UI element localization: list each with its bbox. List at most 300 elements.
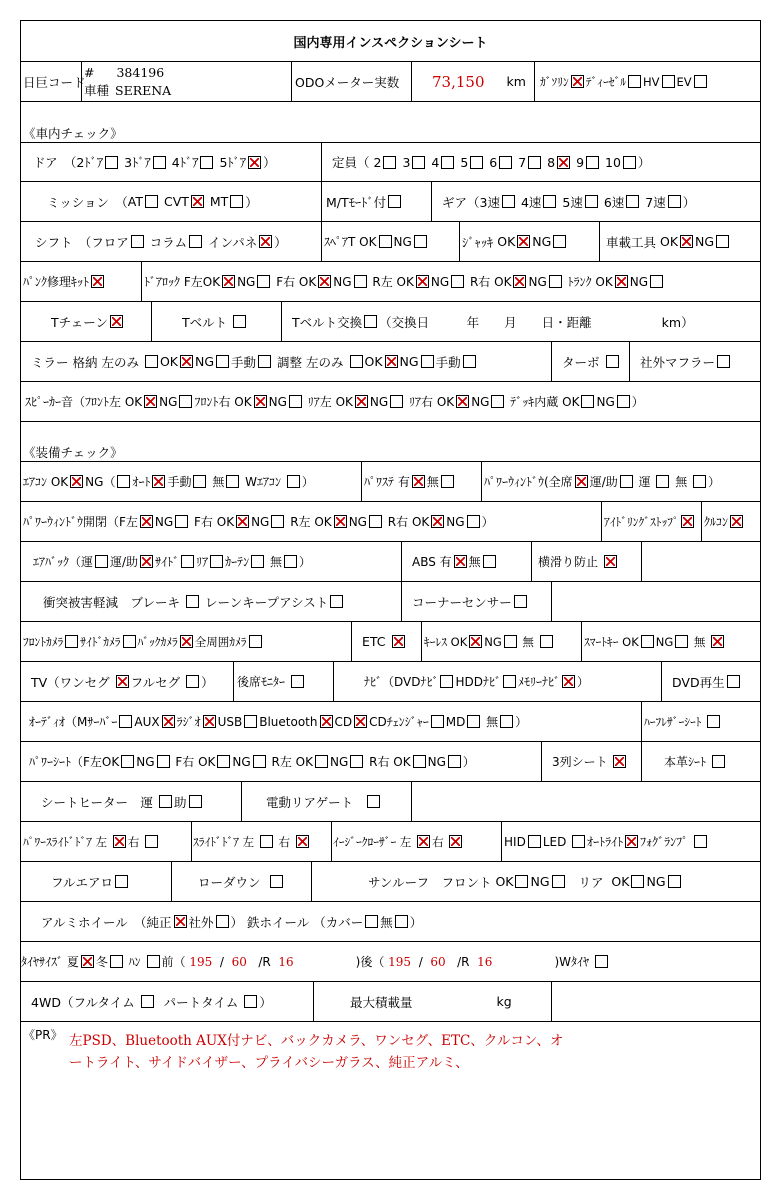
lowdown-checkbox[interactable] bbox=[270, 875, 283, 888]
front-cam-checkbox[interactable] bbox=[65, 635, 78, 648]
idling-stop-checkbox[interactable] bbox=[681, 515, 694, 528]
shift-panel-checkbox[interactable] bbox=[259, 235, 272, 248]
power-seat-rr-ng: NG bbox=[427, 754, 446, 769]
airbag-drv-pass-checkbox[interactable] bbox=[140, 555, 153, 568]
muffler-checkbox[interactable] bbox=[717, 355, 730, 368]
tbelt-change-km: km） bbox=[661, 314, 694, 330]
steel-wheel-cover-checkbox[interactable] bbox=[365, 915, 378, 928]
third-row-checkbox[interactable] bbox=[613, 755, 626, 768]
psd-left-checkbox[interactable] bbox=[113, 835, 126, 848]
hid-checkbox[interactable] bbox=[528, 835, 541, 848]
mirror-adjust-manual-checkbox[interactable] bbox=[463, 355, 476, 368]
tire-front-r: /R bbox=[258, 954, 271, 969]
pw-open-rl-ng-checkbox[interactable] bbox=[369, 515, 382, 528]
antiskid-checkbox[interactable] bbox=[604, 555, 617, 568]
speaker-fr-ok-checkbox[interactable] bbox=[254, 395, 267, 408]
mission-mt-checkbox[interactable] bbox=[230, 195, 243, 208]
doorlock-rl-ok: OK bbox=[396, 274, 414, 289]
capacity-5-checkbox[interactable] bbox=[470, 156, 483, 169]
tire-han-checkbox[interactable] bbox=[147, 955, 160, 968]
aircon-w-checkbox[interactable] bbox=[287, 475, 300, 488]
led-checkbox[interactable] bbox=[572, 835, 585, 848]
pw-open-fr-ng-checkbox[interactable] bbox=[271, 515, 284, 528]
easy-closer-label: ｲｰｼﾞｰｸﾛｰｻﾞｰ 左 bbox=[333, 834, 412, 849]
collision-row bbox=[21, 582, 760, 622]
airbag-label: ｴｱﾊﾞｯｸ（運 bbox=[33, 555, 94, 569]
navi-memory: ﾒﾓﾘｰﾅﾋﾞ bbox=[518, 675, 561, 689]
odo-label: ODOメーター実数 bbox=[291, 62, 411, 101]
mission-close: ） bbox=[245, 194, 258, 210]
turbo-cell bbox=[551, 342, 629, 381]
navi-close: ） bbox=[577, 675, 590, 689]
doorlock-fl-ok-checkbox[interactable] bbox=[222, 275, 235, 288]
doorlock-rr-ng: NG bbox=[528, 274, 547, 289]
power-gate-cell bbox=[241, 782, 411, 821]
rear-monitor-checkbox[interactable] bbox=[291, 675, 304, 688]
psd-right-checkbox[interactable] bbox=[145, 835, 158, 848]
mirror-adjust-ng-checkbox[interactable] bbox=[421, 355, 434, 368]
gear-4-checkbox[interactable] bbox=[543, 195, 556, 208]
power-gate-checkbox[interactable] bbox=[367, 795, 380, 808]
aircon-ok-checkbox[interactable] bbox=[70, 475, 83, 488]
muffler-label: 社外マフラー bbox=[640, 354, 716, 370]
mt-mode-checkbox[interactable] bbox=[388, 195, 401, 208]
power-steering-yes-checkbox[interactable] bbox=[412, 475, 425, 488]
corner-sensor-checkbox[interactable] bbox=[514, 595, 527, 608]
fog-checkbox[interactable] bbox=[694, 835, 707, 848]
fuel-ev-checkbox[interactable] bbox=[694, 75, 707, 88]
keyless-ng: NG bbox=[484, 634, 502, 649]
mission-cvt-checkbox[interactable] bbox=[191, 195, 204, 208]
doorlock-rl-ok-checkbox[interactable] bbox=[416, 275, 429, 288]
door-2-checkbox[interactable] bbox=[105, 156, 118, 169]
keyless-ok: OK bbox=[450, 634, 468, 649]
fuel-hv-checkbox[interactable] bbox=[662, 75, 675, 88]
dvd-checkbox[interactable] bbox=[727, 675, 740, 688]
speaker-deck: ﾃﾞｯｷ内蔵 bbox=[510, 395, 559, 409]
spare-label: ｽﾍﾟｱT bbox=[324, 235, 356, 249]
aircon-ng: NG（ bbox=[85, 475, 116, 489]
speaker-fl-ok: OK bbox=[124, 394, 143, 409]
doorlock-fr: F右 bbox=[276, 275, 296, 289]
power-seat-close: ） bbox=[462, 755, 475, 769]
navi-hdd: HDDﾅﾋﾞ bbox=[455, 675, 501, 689]
collision-checkbox[interactable] bbox=[186, 595, 199, 608]
tools-label: 車載工具 bbox=[606, 234, 657, 250]
gear-3: 3速 bbox=[479, 194, 500, 210]
capacity-cell bbox=[321, 143, 760, 181]
power-seat-rr-ok-checkbox[interactable] bbox=[413, 755, 426, 768]
capacity-9-checkbox[interactable] bbox=[586, 156, 599, 169]
power-seat-rl: R左 bbox=[271, 755, 292, 769]
speaker-rl-ok-checkbox[interactable] bbox=[355, 395, 368, 408]
front-cam-label: ﾌﾛﾝﾄｶﾒﾗ bbox=[23, 634, 64, 649]
capacity-7: 7 bbox=[518, 154, 527, 170]
pw-open-rl: R左 bbox=[290, 515, 311, 529]
mirror-left-only-checkbox[interactable] bbox=[145, 355, 158, 368]
leather-checkbox[interactable] bbox=[712, 755, 725, 768]
mirror-ok-checkbox[interactable] bbox=[180, 355, 193, 368]
gear-6-checkbox[interactable] bbox=[626, 195, 639, 208]
audio-md-checkbox[interactable] bbox=[467, 715, 480, 728]
max-load-cell bbox=[313, 982, 551, 1021]
power-seat-rl-ng-checkbox[interactable] bbox=[350, 755, 363, 768]
door-3-checkbox[interactable] bbox=[153, 156, 166, 169]
fuel-gasoline-checkbox[interactable] bbox=[571, 75, 584, 88]
capacity-7-checkbox[interactable] bbox=[528, 156, 541, 169]
spare-ok-checkbox[interactable] bbox=[379, 235, 392, 248]
tools-ok: OK bbox=[660, 234, 679, 249]
gear-4: 4速 bbox=[520, 194, 542, 210]
speaker-deck-ok-checkbox[interactable] bbox=[581, 395, 594, 408]
puncture-cell bbox=[23, 262, 141, 301]
tools-ng: NG bbox=[695, 234, 715, 249]
tire-w-checkbox[interactable] bbox=[595, 955, 608, 968]
tchain-checkbox[interactable] bbox=[110, 315, 123, 328]
sunroof-cell bbox=[311, 862, 760, 901]
keyless-ok-checkbox[interactable] bbox=[469, 635, 482, 648]
tchain-label: Tチェーン bbox=[51, 314, 109, 330]
power-steering-label: ﾊﾟﾜｽﾃ 有 bbox=[364, 475, 410, 489]
power-seat-fr-ok-checkbox[interactable] bbox=[217, 755, 230, 768]
seat-heater-cell bbox=[41, 782, 241, 821]
power-window-drv-checkbox[interactable] bbox=[656, 475, 669, 488]
gear-cell bbox=[431, 182, 760, 221]
mirror-ng-checkbox[interactable] bbox=[216, 355, 229, 368]
doorlock-fl-ok: OK bbox=[202, 274, 221, 289]
half-leather-checkbox[interactable] bbox=[707, 715, 720, 728]
lane-keep-checkbox[interactable] bbox=[330, 595, 343, 608]
capacity-10-checkbox[interactable] bbox=[623, 156, 636, 169]
easy-closer-right-checkbox[interactable] bbox=[449, 835, 462, 848]
audio-mserver-checkbox[interactable] bbox=[119, 715, 132, 728]
doorlock-trunk-ng-checkbox[interactable] bbox=[650, 275, 663, 288]
door-5-checkbox[interactable] bbox=[248, 156, 261, 169]
wheel-close: ） bbox=[230, 914, 244, 930]
sd-right-checkbox[interactable] bbox=[296, 835, 309, 848]
equipment-section-title: 《装備チェック》 bbox=[23, 445, 123, 460]
around-cam-label: 全周囲ｶﾒﾗ bbox=[194, 634, 247, 649]
power-seat-fr-ng-checkbox[interactable] bbox=[253, 755, 266, 768]
audio-radio-checkbox[interactable] bbox=[203, 715, 216, 728]
power-seat-rr-ng-checkbox[interactable] bbox=[448, 755, 461, 768]
power-seat-rl-ng: NG bbox=[330, 754, 349, 769]
mirror-adjust-ok-checkbox[interactable] bbox=[385, 355, 398, 368]
jack-ng-checkbox[interactable] bbox=[553, 235, 566, 248]
capacity-3-checkbox[interactable] bbox=[412, 156, 425, 169]
puncture-checkbox[interactable] bbox=[91, 275, 104, 288]
gear-3-checkbox[interactable] bbox=[502, 195, 515, 208]
puncture-label: ﾊﾟﾝｸ修理ｷｯﾄ bbox=[23, 275, 90, 289]
abs-none: 無 bbox=[468, 555, 481, 569]
empty-cell bbox=[641, 542, 760, 581]
tire-front-label: 前（ bbox=[161, 955, 186, 969]
wheel-oem-checkbox[interactable] bbox=[174, 915, 187, 928]
doorlock-fr-ok-checkbox[interactable] bbox=[318, 275, 331, 288]
full-aero-checkbox[interactable] bbox=[115, 875, 128, 888]
airbag-curtain-checkbox[interactable] bbox=[251, 555, 264, 568]
gear-7-checkbox[interactable] bbox=[668, 195, 681, 208]
pr-line-1: 左PSD、Bluetooth AUX付ナビ、バックカメラ、ワンセグ、ETC、クルコン、オ bbox=[69, 1033, 564, 1049]
power-seat-rl-ok-checkbox[interactable] bbox=[315, 755, 328, 768]
capacity-8-checkbox[interactable] bbox=[557, 156, 570, 169]
tbelt-change-cell bbox=[281, 302, 760, 341]
power-seat-fl-ng-checkbox[interactable] bbox=[157, 755, 170, 768]
sunroof-front-ng-checkbox[interactable] bbox=[552, 875, 565, 888]
turbo-checkbox[interactable] bbox=[606, 355, 619, 368]
seat-heater-drv-checkbox[interactable] bbox=[159, 795, 172, 808]
pw-open-fl-ok-checkbox[interactable] bbox=[140, 515, 153, 528]
mirror-manual: 手動 bbox=[231, 354, 257, 370]
pw-open-fl-ng-checkbox[interactable] bbox=[175, 515, 188, 528]
tire-summer-checkbox[interactable] bbox=[81, 955, 94, 968]
audio-changer-checkbox[interactable] bbox=[431, 715, 444, 728]
power-window-none-checkbox[interactable] bbox=[693, 475, 706, 488]
fwd-part: パートタイム bbox=[163, 994, 239, 1010]
empty-cell bbox=[551, 982, 760, 1021]
doorlock-fl-ng-checkbox[interactable] bbox=[257, 275, 270, 288]
pw-open-rr-ok-checkbox[interactable] bbox=[431, 515, 444, 528]
audio-cd-checkbox[interactable] bbox=[354, 715, 367, 728]
power-steering-none: 無 bbox=[426, 475, 439, 489]
sd-label: ｽﾗｲﾄﾞﾄﾞｱ 左 bbox=[193, 834, 255, 849]
navi-dvd-checkbox[interactable] bbox=[440, 675, 453, 688]
speaker-rl-ok: OK bbox=[335, 394, 353, 409]
door-cell bbox=[33, 143, 276, 181]
gear-5-checkbox[interactable] bbox=[585, 195, 598, 208]
navi-memory-checkbox[interactable] bbox=[562, 675, 575, 688]
smartkey-ng-checkbox[interactable] bbox=[675, 635, 688, 648]
tv-oneseg-checkbox[interactable] bbox=[116, 675, 129, 688]
inspection-sheet bbox=[20, 20, 761, 1180]
speaker-fr-ng: NG bbox=[268, 394, 287, 409]
door-5-label: 5ﾄﾞｱ bbox=[219, 155, 247, 170]
speaker-rr-ng: NG bbox=[471, 394, 490, 409]
power-window-drv-pass-checkbox[interactable] bbox=[620, 475, 633, 488]
auto-light-checkbox[interactable] bbox=[625, 835, 638, 848]
speaker-row bbox=[21, 382, 760, 422]
power-window-all-checkbox[interactable] bbox=[575, 475, 588, 488]
sd-left-checkbox[interactable] bbox=[260, 835, 273, 848]
power-seat-fl-ok-checkbox[interactable] bbox=[121, 755, 134, 768]
power-seat-fr: F右 bbox=[175, 755, 195, 769]
collision-cell bbox=[43, 582, 403, 621]
speaker-fl-ng-checkbox[interactable] bbox=[179, 395, 192, 408]
side-cam-checkbox[interactable] bbox=[123, 635, 136, 648]
doorlock-fr-ok: OK bbox=[298, 274, 317, 289]
keyless-none-checkbox[interactable] bbox=[540, 635, 553, 648]
smartkey-none-checkbox[interactable] bbox=[711, 635, 724, 648]
mission-at-checkbox[interactable] bbox=[145, 195, 158, 208]
tire-rear-slash: / bbox=[418, 954, 423, 969]
pw-open-fl-ng: NG bbox=[154, 514, 174, 529]
fwd-part-checkbox[interactable] bbox=[244, 995, 257, 1008]
sunroof-rear-ok-checkbox[interactable] bbox=[631, 875, 644, 888]
abs-none-checkbox[interactable] bbox=[483, 555, 496, 568]
airbag-none-checkbox[interactable] bbox=[284, 555, 297, 568]
capacity-6-checkbox[interactable] bbox=[499, 156, 512, 169]
wheel-aftermarket-checkbox[interactable] bbox=[216, 915, 229, 928]
sunroof-rear-ng-checkbox[interactable] bbox=[668, 875, 681, 888]
speaker-fl-ok-checkbox[interactable] bbox=[144, 395, 157, 408]
easy-closer-left-checkbox[interactable] bbox=[417, 835, 430, 848]
abs-label: ABS 有 bbox=[412, 555, 452, 569]
airbag-drv-pass: 運/助 bbox=[110, 555, 139, 569]
audio-bt-checkbox[interactable] bbox=[320, 715, 333, 728]
gear-7: 7速 bbox=[645, 194, 666, 210]
fwd-fulltime-checkbox[interactable] bbox=[141, 995, 154, 1008]
mirror-ok: OK bbox=[159, 354, 178, 369]
mirror-adjust-ok: OK bbox=[364, 354, 383, 369]
pr-line-2: ートライト、サイドバイザー、プライバシーガラス、純正アルミ、 bbox=[69, 1055, 469, 1071]
dvd-cell bbox=[661, 662, 760, 701]
doorlock-fl-ng: NG bbox=[237, 274, 256, 289]
psd-right: 右 bbox=[127, 834, 140, 849]
tools-ng-checkbox[interactable] bbox=[716, 235, 729, 248]
keyless-ng-checkbox[interactable] bbox=[504, 635, 517, 648]
pw-open-fr: F右 bbox=[194, 515, 213, 529]
pw-open-fr-ng: NG bbox=[251, 514, 270, 529]
mission-cell bbox=[47, 182, 258, 221]
capacity-9: 9 bbox=[576, 154, 585, 170]
door-4-checkbox[interactable] bbox=[200, 156, 213, 169]
pw-open-rr-ng-checkbox[interactable] bbox=[467, 515, 480, 528]
smartkey-ok-checkbox[interactable] bbox=[641, 635, 654, 648]
mirror-manual-checkbox[interactable] bbox=[258, 355, 271, 368]
fwd-label: 4WD（フルタイム bbox=[31, 994, 135, 1010]
speaker-rr: ﾘｱ右 bbox=[409, 395, 434, 409]
aircon-w: Wｴｱｺﾝ bbox=[245, 475, 282, 489]
capacity-10: 10 bbox=[605, 154, 621, 170]
tv-full-checkbox[interactable] bbox=[186, 675, 199, 688]
spare-ng-checkbox[interactable] bbox=[414, 235, 427, 248]
sunroof-front-ok-checkbox[interactable] bbox=[515, 875, 528, 888]
steel-wheel-label: 鉄ホイール （カバー bbox=[247, 914, 364, 930]
mirror-cell bbox=[31, 342, 551, 381]
shift-floor-checkbox[interactable] bbox=[131, 235, 144, 248]
aircon-ng-checkbox[interactable] bbox=[117, 475, 130, 488]
header-row bbox=[21, 62, 760, 102]
audio-aux-checkbox[interactable] bbox=[162, 715, 175, 728]
speaker-fr: ﾌﾛﾝﾄ右 bbox=[194, 395, 231, 409]
seat-heater-row bbox=[21, 782, 760, 822]
psd-label: ﾊﾟﾜｰｽﾗｲﾄﾞﾄﾞｱ 左 bbox=[23, 834, 108, 849]
wheel-row bbox=[21, 902, 760, 942]
pw-open-close: ） bbox=[481, 515, 494, 529]
doorlock-trunk-ok-checkbox[interactable] bbox=[615, 275, 628, 288]
etc-label: ETC bbox=[362, 634, 386, 649]
tire-rear-rim: 16 bbox=[477, 954, 493, 969]
capacity-4-checkbox[interactable] bbox=[441, 156, 454, 169]
smartkey-label: ｽﾏｰﾄｷｰ bbox=[584, 634, 619, 649]
speaker-rr-ng-checkbox[interactable] bbox=[491, 395, 504, 408]
jack-ok-checkbox[interactable] bbox=[517, 235, 530, 248]
mission-mt: MT bbox=[209, 194, 229, 209]
fuel-diesel-checkbox[interactable] bbox=[628, 75, 641, 88]
abs-yes-checkbox[interactable] bbox=[454, 555, 467, 568]
third-row-cell bbox=[541, 742, 641, 781]
pw-open-rl-ok-checkbox[interactable] bbox=[334, 515, 347, 528]
tire-cell bbox=[21, 942, 760, 981]
power-steering-none-checkbox[interactable] bbox=[441, 475, 454, 488]
speaker-deck-ng-checkbox[interactable] bbox=[617, 395, 630, 408]
audio-usb-checkbox[interactable] bbox=[244, 715, 257, 728]
camera-cell bbox=[23, 622, 353, 661]
speaker-fr-ng-checkbox[interactable] bbox=[289, 395, 302, 408]
seat-heater-pass-checkbox[interactable] bbox=[189, 795, 202, 808]
airbag-rear: ﾘｱ bbox=[196, 555, 209, 569]
led-label: LED bbox=[542, 834, 567, 849]
aircon-ok: OK bbox=[50, 474, 69, 489]
tire-winter-checkbox[interactable] bbox=[110, 955, 123, 968]
audio-none-checkbox[interactable] bbox=[500, 715, 513, 728]
speaker-rl-ng-checkbox[interactable] bbox=[390, 395, 403, 408]
keyless-cell bbox=[421, 622, 581, 661]
cruise-label: ｸﾙｺﾝ bbox=[704, 515, 729, 529]
airbag-drv-checkbox[interactable] bbox=[95, 555, 108, 568]
pw-open-fr-ok-checkbox[interactable] bbox=[236, 515, 249, 528]
seat-heater-label: シートヒーター 運 bbox=[41, 794, 154, 810]
steel-wheel-none: 無 bbox=[380, 914, 393, 930]
doorlock-rr-ok-checkbox[interactable] bbox=[513, 275, 526, 288]
cruise-checkbox[interactable] bbox=[730, 515, 743, 528]
mirror-adjust-checkbox[interactable] bbox=[350, 355, 363, 368]
audio-radio: ﾗｼﾞｵ bbox=[176, 715, 201, 729]
doorlock-rr-ng-checkbox[interactable] bbox=[549, 275, 562, 288]
aircon-manual: 手動 bbox=[167, 475, 192, 489]
fuel-ev-label: EV bbox=[676, 74, 692, 89]
tire-w-label: )Wﾀｲﾔ bbox=[554, 955, 589, 969]
back-cam-checkbox[interactable] bbox=[180, 635, 193, 648]
antiskid-label: 横滑り防止 bbox=[538, 555, 599, 569]
etc-checkbox[interactable] bbox=[392, 635, 405, 648]
airbag-row bbox=[21, 542, 760, 582]
turbo-label: ターボ bbox=[562, 354, 600, 370]
airbag-rear-checkbox[interactable] bbox=[210, 555, 223, 568]
mirror-label: ミラー 格納 左のみ bbox=[31, 354, 139, 370]
tbelt-checkbox[interactable] bbox=[233, 315, 246, 328]
mission-label: ミッション （ bbox=[47, 194, 128, 210]
navi-hdd-checkbox[interactable] bbox=[503, 675, 516, 688]
steel-wheel-none-checkbox[interactable] bbox=[395, 915, 408, 928]
power-window-drv: 運 bbox=[638, 475, 651, 489]
aircon-none-checkbox[interactable] bbox=[226, 475, 239, 488]
odo-cell bbox=[411, 62, 541, 101]
around-cam-checkbox[interactable] bbox=[249, 635, 262, 648]
shift-column-checkbox[interactable] bbox=[189, 235, 202, 248]
doorlock-rl-ng-checkbox[interactable] bbox=[451, 275, 464, 288]
capacity-close: ） bbox=[637, 155, 651, 170]
rear-monitor-label: 後席ﾓﾆﾀｰ bbox=[237, 675, 286, 689]
aircon-auto-checkbox[interactable] bbox=[152, 475, 165, 488]
tools-ok-checkbox[interactable] bbox=[680, 235, 693, 248]
tv-cell bbox=[31, 662, 241, 701]
code-model-cell bbox=[81, 62, 291, 101]
power-window-label: ﾊﾟﾜｰｳｨﾝﾄﾞｳ(全席 bbox=[484, 475, 573, 489]
tbelt-change-checkbox[interactable] bbox=[364, 315, 377, 328]
doorlock-fr-ng-checkbox[interactable] bbox=[354, 275, 367, 288]
airbag-side-checkbox[interactable] bbox=[181, 555, 194, 568]
capacity-2-checkbox[interactable] bbox=[383, 156, 396, 169]
aircon-manual-checkbox[interactable] bbox=[193, 475, 206, 488]
pw-open-rl-ok: OK bbox=[314, 514, 332, 529]
speaker-rr-ok-checkbox[interactable] bbox=[456, 395, 469, 408]
collision-label: 衝突被害軽減 ブレーキ bbox=[43, 594, 181, 610]
tv-close: ） bbox=[201, 674, 214, 690]
mission-cvt: CVT bbox=[163, 194, 189, 209]
pr-label: 《PR》 bbox=[23, 1028, 63, 1042]
tbelt-change-label: Tベルト交換 bbox=[292, 314, 363, 330]
